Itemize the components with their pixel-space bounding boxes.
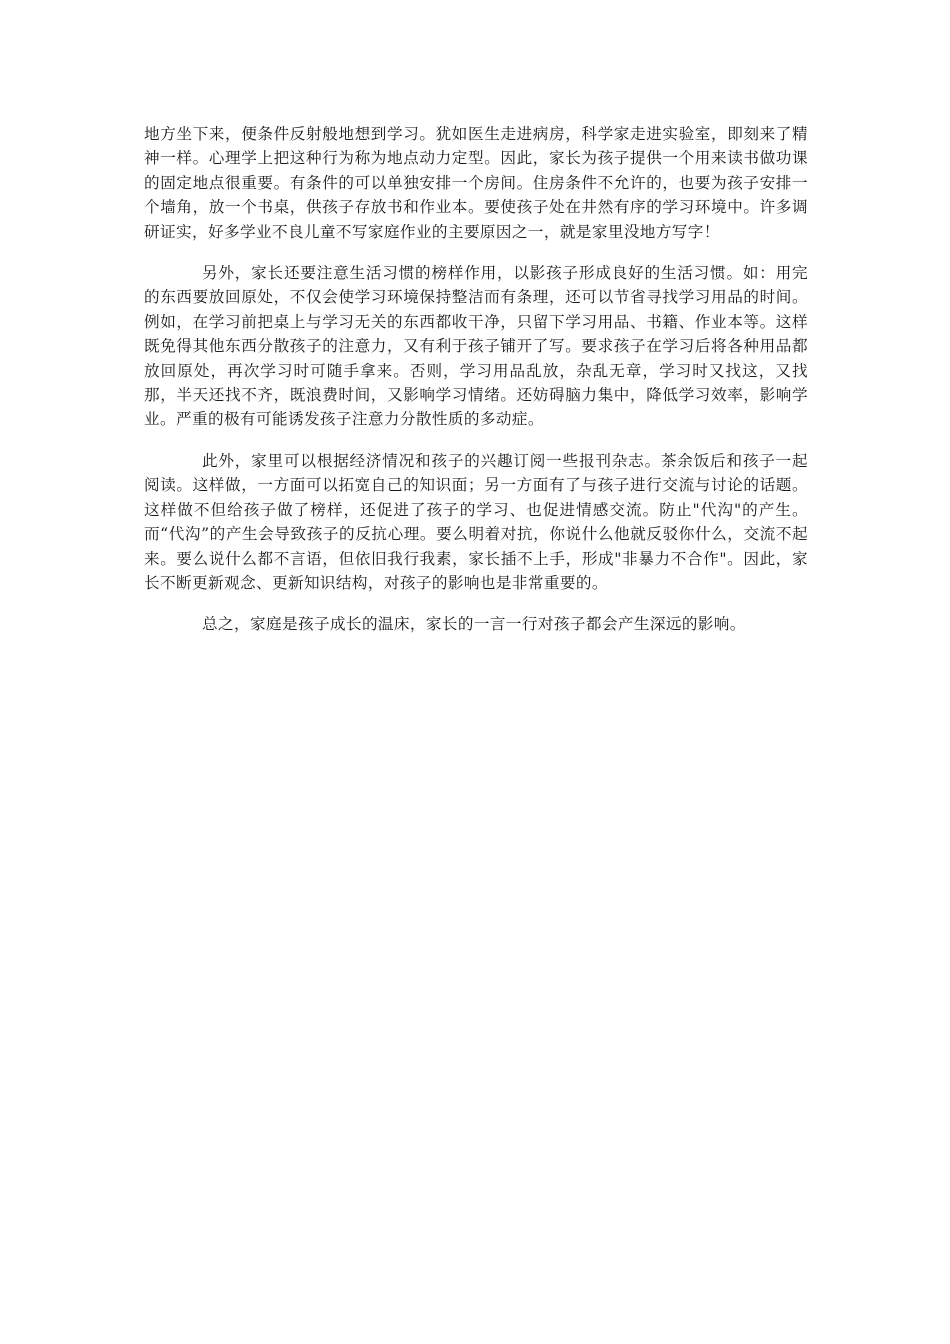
paragraph-living-habits: 另外，家长还要注意生活习惯的榜样作用，以影孩子形成良好的生活习惯。如：用完的东西要放回原处，不仅会使学习环境保持整洁而有条理，还可以节省寻找学习用品的时间。例如，在学习前把桌上与学习无关的东西都收干净，只留下学习用品、书籍、作业本等。这样既免得其他东西分散孩子的注意力，又有利于孩子铺开了写。要求孩子在学习后将各种用品都放回原处，再次学习时可随手拿来。否则，学习用品乱放，杂乱无章，学习时又找这，又找那，半天还找不齐，既浪费时间，又影响学习情绪。还妨碍脑力集中，降低学习效率，影响学业。严重的极有可能诱发孩子注意力分散性质的多动症。 [144, 264, 808, 429]
document-body [144, 122, 808, 654]
paragraph-reading: 此外，家里可以根据经济情况和孩子的兴趣订阅一些报刊杂志。茶余饭后和孩子一起阅读。这样做，一方面可以拓宽自己的知识面；另一方面有了与孩子进行交流与讨论的话题。这样做不但给孩子做了榜样，还促进了孩子的学习、也促进情感交流。防止"代沟"的产生。而“代沟”的产生会导致孩子的反抗心理。要么明着对抗，你说什么他就反驳你什么，交流不起来。要么说什么都不言语，但依旧我行我素，家长插不上手，形成"非暴力不合作"。因此，家长不断更新观念、更新知识结构，对孩子的影响也是非常重要的。 [144, 451, 808, 592]
paragraph-continuation: 地方坐下来，便条件反射般地想到学习。犹如医生走进病房，科学家走进实验室，即刻来了精神一样。心理学上把这种行为称为地点动力定型。因此，家长为孩子提供一个用来读书做功课的固定地点很重要。有条件的可以单独安排一个房间。住房条件不允许的，也要为孩子安排一个墙角，放一个书桌，供孩子存放书和作业本。要使孩子处在井然有序的学习环境中。许多调研证实，好多学业不良儿童不写家庭作业的主要原因之一，就是家里没地方写字！ [144, 125, 808, 241]
paragraph-conclusion: 总之，家庭是孩子成长的温床，家长的一言一行对孩子都会产生深远的影响。 [202, 615, 746, 634]
